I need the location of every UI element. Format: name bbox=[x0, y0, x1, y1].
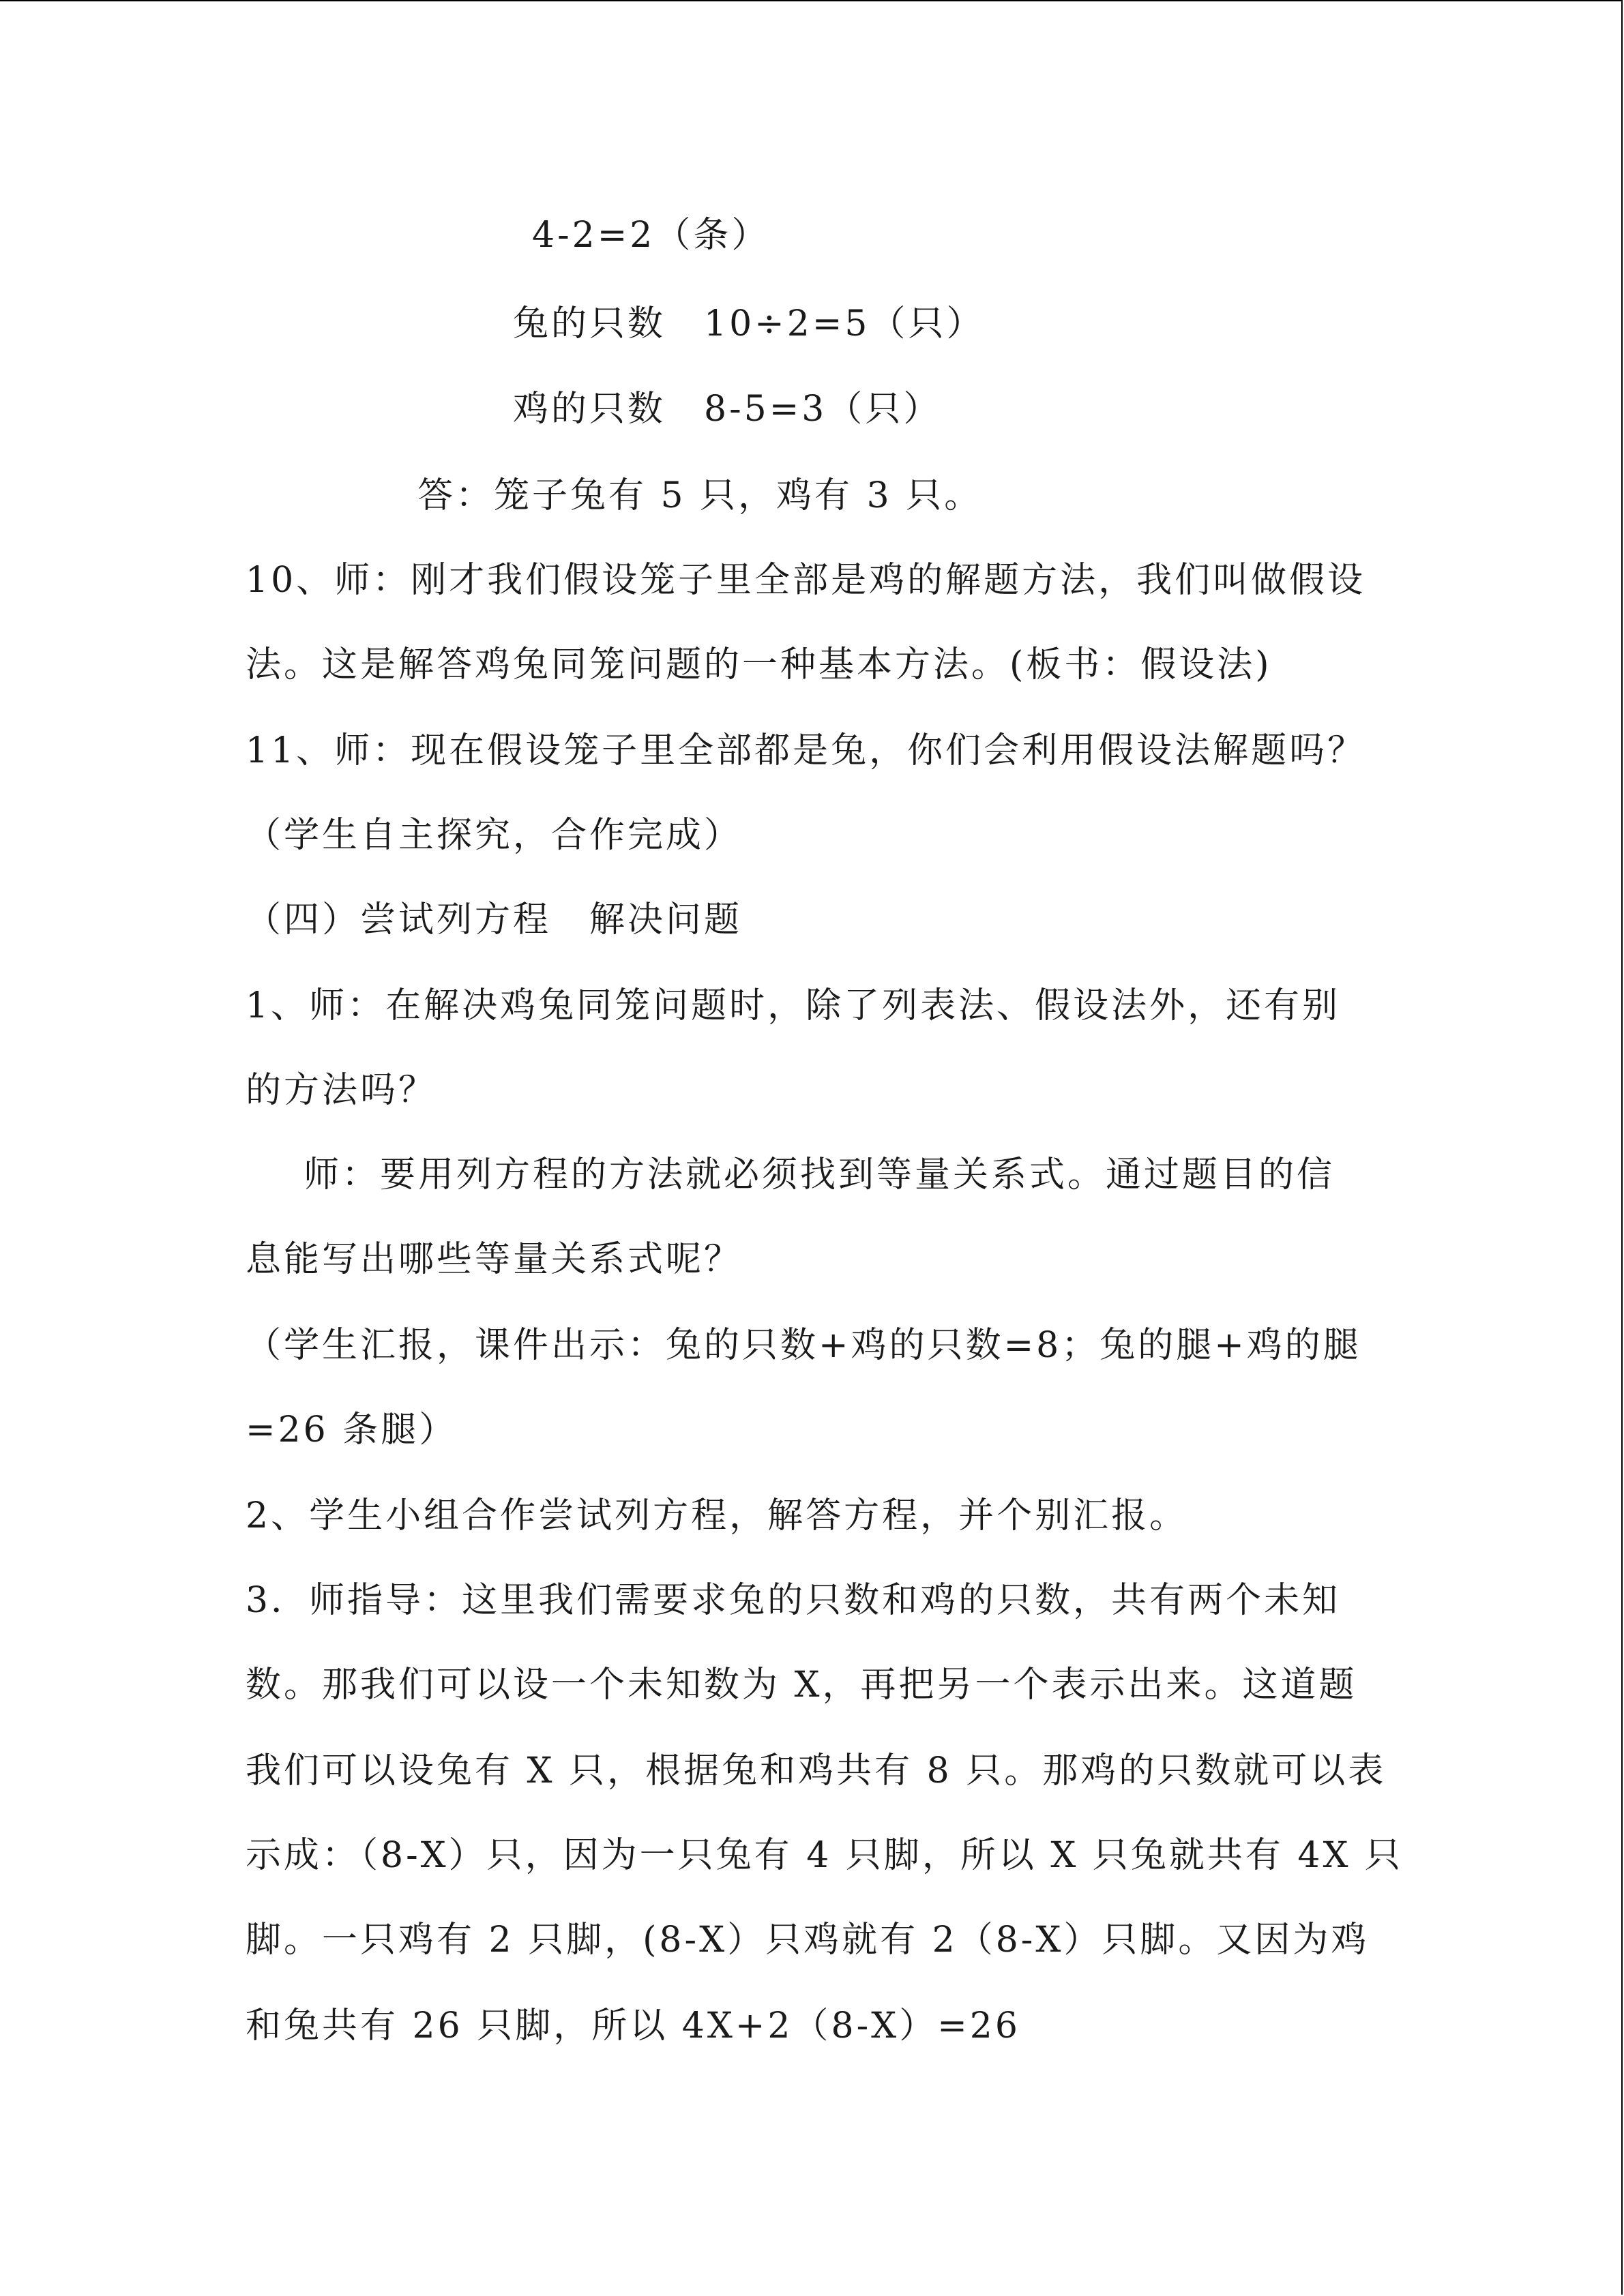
paragraph-line: 的方法吗？ bbox=[246, 1070, 437, 1111]
paragraph-line: =26 条腿） bbox=[246, 1410, 458, 1450]
paragraph-line: 11、师：现在假设笼子里全部都是兔，你们会利用假设法解题吗？ bbox=[246, 730, 1366, 771]
paragraph-line: 2、学生小组合作尝试列方程，解答方程，并个别汇报。 bbox=[246, 1495, 1188, 1536]
paragraph-line: 法。这是解答鸡兔同笼问题的一种基本方法。(板书：假设法) bbox=[246, 644, 1272, 685]
paragraph-line: 脚。一只鸡有 2 只脚，(8-X）只鸡就有 2（8-X）只脚。又因为鸡 bbox=[246, 1920, 1370, 1960]
paragraph-line: 示成：（8-X）只，因为一只兔有 4 只脚，所以 X 只兔就共有 4X 只 bbox=[246, 1835, 1404, 1876]
calc-line-rabbits: 兔的只数 10÷2=5（只） bbox=[513, 303, 985, 344]
paragraph-line: （学生汇报，课件出示：兔的只数+鸡的只数=8；兔的腿+鸡的腿 bbox=[246, 1325, 1361, 1366]
paragraph-line: 息能写出哪些等量关系式呢？ bbox=[246, 1239, 743, 1280]
paragraph-line: 10、师：刚才我们假设笼子里全部是鸡的解题方法，我们叫做假设 bbox=[246, 560, 1366, 601]
section-heading: （四）尝试列方程 解决问题 bbox=[246, 899, 743, 940]
paragraph-line: 3．师指导：这里我们需要求兔的只数和鸡的只数，共有两个未知 bbox=[246, 1580, 1341, 1621]
paragraph-line: 和兔共有 26 只脚，所以 4X+2（8-X）=26 bbox=[246, 2006, 1020, 2046]
paragraph-line: 我们可以设兔有 X 只，根据兔和鸡共有 8 只。那鸡的只数就可以表 bbox=[246, 1750, 1387, 1791]
paragraph-line: （学生自主探究，合作完成） bbox=[246, 815, 743, 856]
paragraph-line: 数。那我们可以设一个未知数为 X，再把另一个表示出来。这道题 bbox=[246, 1665, 1357, 1705]
paragraph-line: 师：要用列方程的方法就必须找到等量关系式。通过题目的信 bbox=[304, 1154, 1335, 1195]
answer-line: 答：笼子兔有 5 只，鸡有 3 只。 bbox=[417, 475, 983, 516]
paragraph-line: 1、师：在解决鸡兔同笼问题时，除了列表法、假设法外，还有别 bbox=[246, 985, 1341, 1026]
calc-line-legs: 4-2=2（条） bbox=[532, 215, 770, 256]
calc-line-chickens: 鸡的只数 8-5=3（只） bbox=[513, 389, 942, 430]
